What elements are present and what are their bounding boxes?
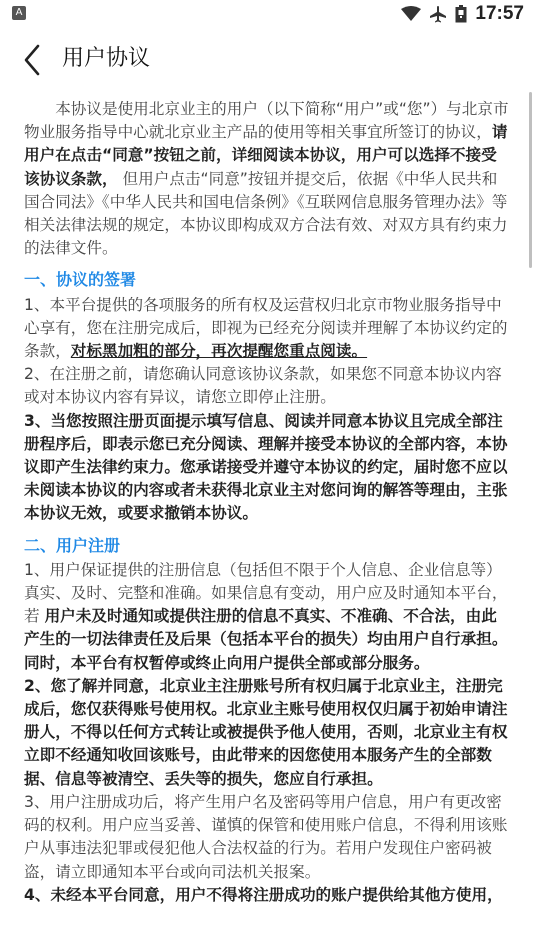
notification-badge-icon: A — [12, 6, 26, 20]
status-icons — [401, 3, 524, 25]
intro-bold-text: 请用户在点击“同意”按钮之前，详细阅读本协议，用户可以选择不接受该协议条款， — [24, 123, 508, 188]
back-button[interactable] — [20, 42, 48, 78]
section-1-item-1 — [24, 294, 512, 364]
intro-text-2: 但用户点击“同意”按钮并提交后，依据《中华人民共和国合同法》《中华人民共和国电信条例》《互联网信息服务管理办法》等相关法律法规的规定，本协议即构成双方合法有效、对双方具有约束力的法律文件。 — [24, 169, 508, 258]
page-title: 用户协议 — [62, 46, 151, 71]
intro-paragraph — [24, 98, 512, 260]
airplane-icon — [429, 5, 447, 23]
agreement-content — [24, 98, 512, 907]
section-2-item-2: 2、您了解并同意，北京业主注册账号所有权归属于北京业主，注册完成后，您仅获得账号使用权。北京业主账号使用权仅归属于初始申请注册人，不得以任何方式转让或被提供予他人使用，否则，北京业主有权立即不经通知收回该账号，由此带来的因您使用本服务产生的全部数据、信息等被清空、丢失等的损失，您应自行承担。 — [24, 676, 508, 788]
intro-text-1: 本协议是使用北京业主的用户（以下简称“用户”或“您”）与北京市物业服务指导中心就北京业主产品的使用等相关事宜所签订的协议， — [24, 100, 509, 142]
section-2-title: 二、用户注册 — [24, 535, 121, 555]
section-1-item-1-bold: 对标黑加粗的部分，再次提醒您重点阅读。 — [70, 342, 368, 361]
section-1-title: 一、协议的签署 — [24, 270, 137, 290]
section-2-item-1-text: 1、用户保证提供的注册信息（包括但不限于个人信息、企业信息等）真实、及时、完整和准确。如果信息有变动，用户应及时通知本平台，若 — [24, 560, 508, 626]
section-2-item-1-bold: 用户未及时通知或提供注册的信息不真实、不准确、不合法，由此产生的一切法律责任及后果（包括本平台的损失）均由用户自行承担。同时，本平台有权暂停或终止向用户提供全部或部分服务。 — [24, 607, 508, 672]
wifi-icon — [401, 6, 421, 22]
section-1-item-3: 3、当您按照注册页面提示填写信息、阅读并同意本协议且完成全部注册程序后，即表示您已充分阅读、理解并接受本协议的全部内容，本协议即产生法律约束力。您承诺接受并遵守本协议的约定，届时您不应以未阅读本协议的内容或者未获得北京业主对您问询的解答等理由，主张本协议无效，或要求撤销本协议。 — [24, 411, 508, 523]
battery-icon — [455, 5, 467, 23]
chevron-left-icon — [20, 42, 48, 78]
section-2-item-4: 4、未经本平台同意，用户不得将注册成功的账户提供给其他方使用， — [24, 885, 503, 904]
section-1-item-2: 2、在注册之前，请您确认同意该协议条款，如果您不同意本协议内容或对本协议内容有异议，请您立即停止注册。 — [24, 365, 502, 407]
status-bar — [0, 0, 534, 28]
app-header — [0, 28, 534, 90]
section-2-item-3: 3、用户注册成功后，将产生用户名及密码等用户信息，用户有更改密码的权利。用户应当妥善、谨慎的保管和使用账户信息，不得利用该账户从事违法犯罪或侵犯他人合法权益的行为。若用户发现住户密码被盗，请立即通知本平台或向司法机关报案。 — [24, 792, 508, 881]
section-1-item-1-text: 1、本平台提供的各项服务的所有权及运营权归北京市物业服务指导中心享有，您在注册完成后，即视为已经充分阅读并理解了本协议约定的条款， — [24, 295, 508, 361]
section-2-item-1 — [24, 559, 512, 675]
scrollbar[interactable] — [529, 92, 532, 268]
status-time: 17:57 — [475, 3, 524, 24]
